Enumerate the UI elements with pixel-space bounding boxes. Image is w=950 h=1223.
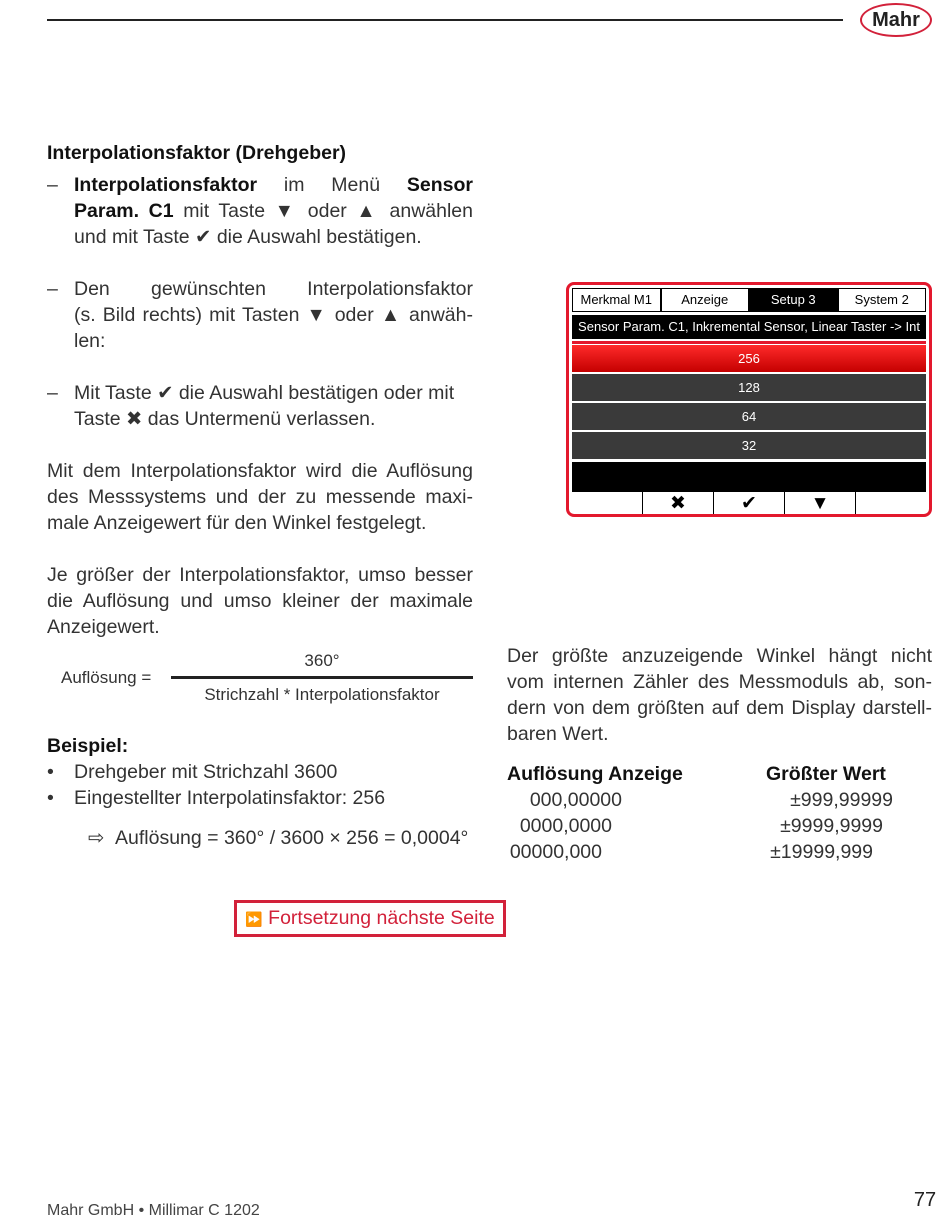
tab-system[interactable]: System 2 [838,288,927,312]
para2-line3: Anzeigewert. [47,616,160,638]
softkey-bar [572,492,926,516]
step2-dash: – [47,278,58,300]
tab-anzeige[interactable]: Anzeige [661,288,750,312]
footer-company: Mahr GmbH • Millimar C 1202 [47,1202,260,1219]
para1-line3: male Anzeigewert für den Winkel festgelegt. [47,512,427,534]
table-row3-res: 00000,000 [509,841,602,863]
table-row2-max: ±9999,9999 [780,815,883,837]
option-32[interactable]: 32 [572,432,926,459]
right-para-line2: vom internen Zähler des Messmoduls ab, son- [507,671,932,693]
bullet-icon: • [47,787,54,809]
step1-line3: und mit Taste ✔ die Auswahl bestätigen. [74,226,422,248]
formula-numerator: 360° [304,651,340,670]
tab-setup[interactable]: Setup 3 [749,288,838,312]
formula-label: Auflösung = [61,668,152,687]
arrow-down-icon: ▼ [274,200,299,222]
table-row1-res: 000,00000 [529,789,622,811]
table-header-resolution: Auflösung Anzeige [507,763,683,785]
continue-label: Fortsetzung nächste Seite [268,907,495,929]
softkey-blank-left[interactable] [572,492,643,516]
option-list [572,345,926,461]
right-para-line3: dern von dem größten auf dem Display darstell- [507,697,932,719]
check-icon: ✔ [195,226,212,248]
result-arrow-icon: ⇨ [88,827,105,849]
step2-line3: len: [74,330,106,352]
section-title: Interpolationsfaktor (Drehgeber) [47,142,347,164]
empty-band [572,462,926,492]
step1-bold-term: Interpolationsfaktor [74,174,258,196]
fast-forward-icon: ⏩ [245,911,263,927]
step2-line2: (s. Bild rechts) mit Tasten ▼ oder ▲ anwäh- [74,304,473,326]
example-title: Beispiel: [47,735,129,757]
step2-line1: Den gewünschten Interpolationsfaktor [74,278,473,300]
softkey-down-icon[interactable]: ▼ [785,492,856,516]
device-screen [566,282,932,517]
tab-merkmal[interactable]: Merkmal M1 [572,288,661,312]
screen-divider [572,341,926,344]
table-row1-max: ±999,99999 [790,789,893,811]
screen-tabs [572,288,926,312]
table-row3-max: ±19999,999 [770,841,873,863]
right-para-line4: baren Wert. [507,723,609,745]
step3-line1: Mit Taste ✔ die Auswahl bestätigen oder mit [74,382,455,404]
table-header-max: Größter Wert [766,763,886,785]
page-number: 77 [913,1189,937,1211]
para1-line1: Mit dem Interpolationsfaktor wird die Auflösung [47,460,473,482]
para2-line1: Je größer der Interpolationsfaktor, umso besser [47,564,473,586]
example-result: Auflösung = 360° / 3600 × 256 = 0,0004° [115,827,469,849]
option-64[interactable]: 64 [572,403,926,430]
continue-next-page-link[interactable] [234,900,506,937]
step3-line2: Taste ✖ das Untermenü verlassen. [74,408,376,430]
softkey-cancel-icon[interactable]: ✖ [643,492,714,516]
option-128[interactable]: 128 [572,374,926,401]
softkey-confirm-icon[interactable]: ✔ [714,492,785,516]
step1-dash: – [47,174,58,196]
arrow-up-icon: ▲ [356,200,380,222]
breadcrumb: Sensor Param. C1, Inkremental Sensor, Linear Taster -> Int [572,315,926,339]
para1-line2: des Messsystems und der zu messende maxi- [47,486,473,508]
mahr-logo: Mahr [860,3,932,37]
example-item2: Eingestellter Interpolatinsfaktor: 256 [74,787,386,809]
step3-dash: – [47,382,58,404]
header-rule [47,19,843,21]
step1-line1: Interpolationsfaktor im Menü Sensor [74,174,474,196]
softkey-blank-right[interactable] [856,492,926,516]
fraction-bar [171,676,473,679]
right-para-line1: Der größte anzuzeigende Winkel hängt nicht [507,645,932,667]
step1-line2: Param. C1 mit Taste ▼ oder ▲ anwählen [74,200,473,222]
table-row2-res: 0000,0000 [519,815,612,837]
option-256[interactable]: 256 [572,345,926,372]
example-item1: Drehgeber mit Strichzahl 3600 [74,761,338,783]
bullet-icon: • [47,761,54,783]
para2-line2: die Auflösung und umso kleiner der maximale [47,590,473,612]
formula-denominator: Strichzahl * Interpolationsfaktor [204,685,440,704]
